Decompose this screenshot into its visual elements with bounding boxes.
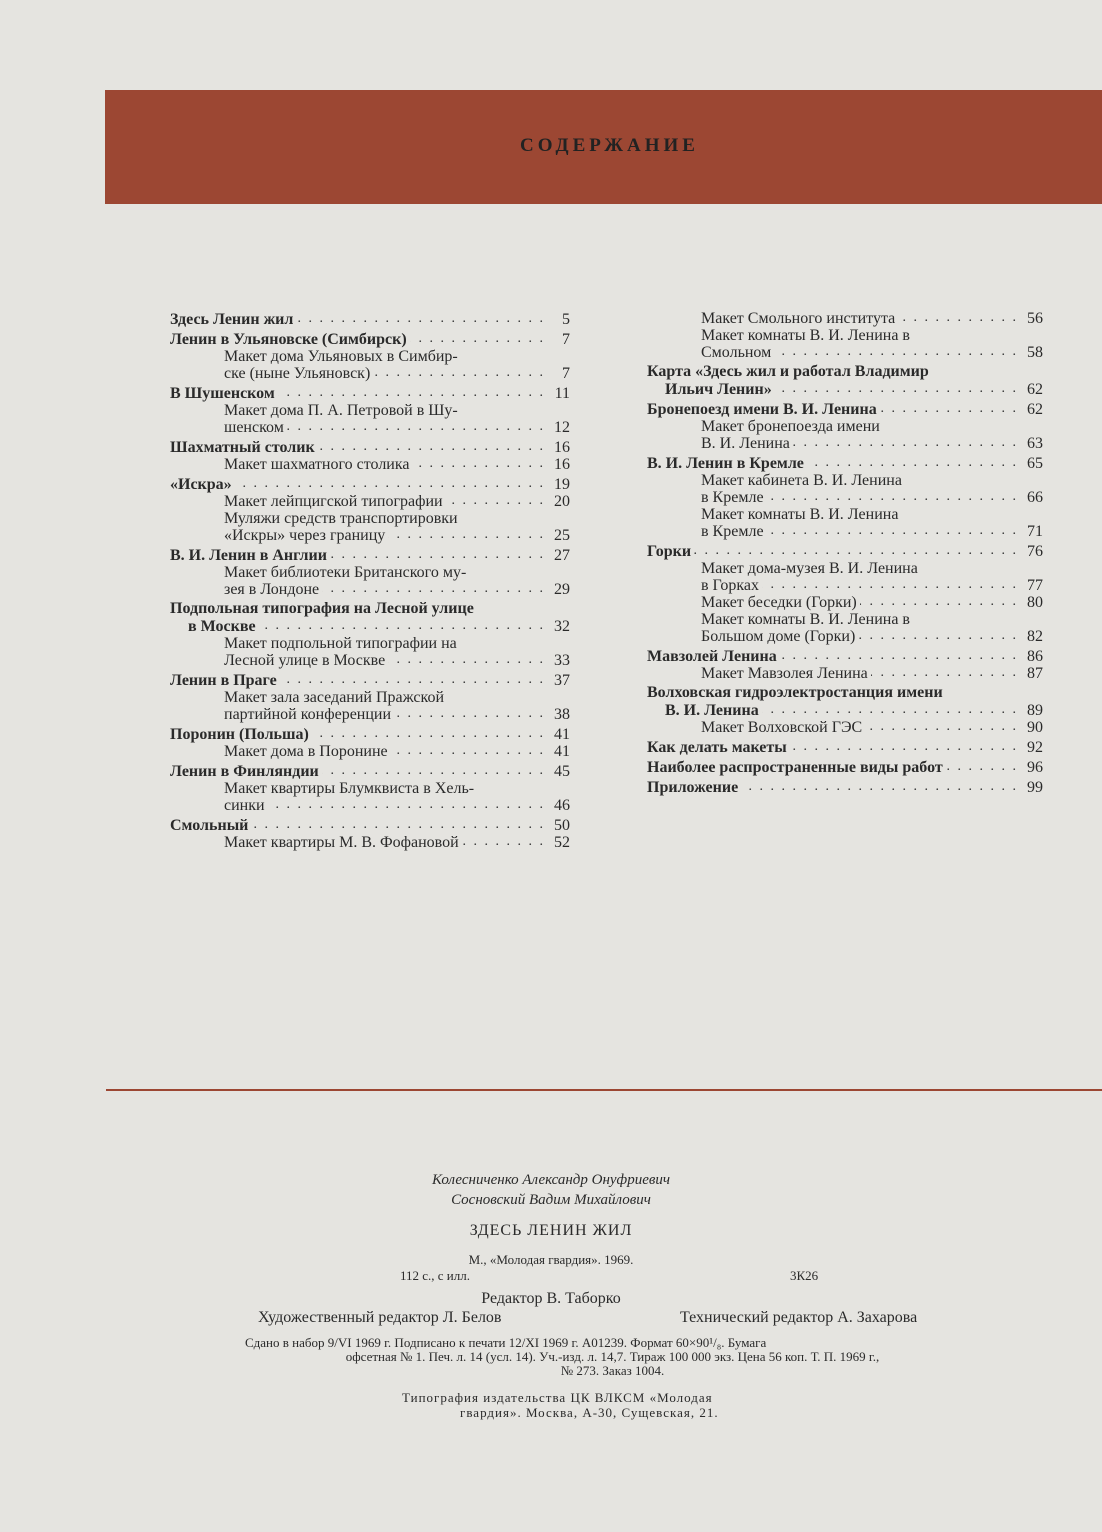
toc-page-number: 58 <box>1027 344 1043 361</box>
toc-page-number: 63 <box>1027 435 1043 452</box>
leader-dots <box>251 819 545 831</box>
toc-entry-title: Ленин в Финляндии <box>170 763 319 780</box>
toc-entry <box>170 547 570 564</box>
toc-page-number: 82 <box>1027 628 1043 645</box>
toc-entry-title: Макет библиотеки Британского му- <box>224 564 467 581</box>
publisher-line: М., «Молодая гвардия». 1969. <box>468 1252 634 1267</box>
leader-dots <box>762 704 1018 716</box>
toc-page-number: 66 <box>1027 489 1043 506</box>
toc-entry-title: Макет лейпцигской типографии <box>224 493 443 510</box>
toc-entry-title: Приложение <box>647 779 739 796</box>
author-1: Колесниченко Александр Онуфриевич <box>431 1172 671 1188</box>
leader-dots <box>793 437 1018 449</box>
leader-dots <box>880 403 1018 415</box>
leader-dots <box>780 650 1018 662</box>
leader-dots <box>330 549 545 561</box>
print-details-line-2: офсетная № 1. Печ. л. 14 (усл. 14). Уч.-изд. л. 14,7. Тираж 100 000 экз. Цена 56 коп. Т. П. 1969 г., <box>345 1349 880 1364</box>
toc-entry-title: Макет кабинета В. И. Ленина <box>701 472 902 489</box>
toc-entry <box>647 472 1043 506</box>
toc-entry-title-cont: в Кремле <box>701 523 764 540</box>
toc-page-number: 41 <box>554 726 570 743</box>
toc-page-number: 71 <box>1027 523 1043 540</box>
toc-entry-title: Наиболее распространенные виды работ <box>647 759 943 776</box>
leader-dots <box>388 529 545 541</box>
toc-entry <box>170 763 570 780</box>
leader-dots <box>268 799 545 811</box>
leader-dots <box>388 654 545 666</box>
toc-entry <box>647 665 1043 682</box>
toc-page-number: 56 <box>1027 310 1043 327</box>
toc-page-number: 11 <box>554 385 570 402</box>
toc-page-number: 80 <box>1027 594 1043 611</box>
toc-page-number: 62 <box>1027 401 1043 418</box>
toc-page-number: 38 <box>554 706 570 723</box>
leader-dots <box>807 457 1018 469</box>
toc-entry <box>647 648 1043 665</box>
toc-entry <box>647 719 1043 736</box>
leader-dots <box>767 491 1018 503</box>
toc-page-number: 77 <box>1027 577 1043 594</box>
toc-entry-title-cont: Смольном <box>701 344 772 361</box>
toc-entry-title: В. И. Ленин в Англии <box>170 547 327 564</box>
toc-entry <box>647 543 1043 560</box>
toc-entry <box>647 455 1043 472</box>
toc-entry-title: Макет дома-музея В. И. Ленина <box>701 560 918 577</box>
toc-entry <box>170 743 570 760</box>
toc-entry-title-cont: Ильич Ленин» <box>665 381 772 398</box>
leader-dots <box>280 674 545 686</box>
toc-entry-title-cont: в Горках <box>701 577 760 594</box>
toc-page-number: 89 <box>1027 702 1043 719</box>
toc-page-number: 19 <box>554 476 570 493</box>
toc-page-number: 32 <box>554 618 570 635</box>
toc-entry-title-cont: В. И. Ленина <box>701 435 790 452</box>
toc-entry-title: Макет квартиры М. В. Фофановой <box>224 834 459 851</box>
printer-line-1: Типография издательства ЦК ВЛКСМ «Молодая <box>402 1390 713 1405</box>
leader-dots <box>235 478 545 490</box>
editor-line: Редактор В. Таборко <box>481 1290 621 1307</box>
leader-dots <box>946 761 1018 773</box>
leader-dots <box>762 579 1018 591</box>
toc-entry-title: В Шушенском <box>170 385 275 402</box>
leader-dots <box>767 525 1018 537</box>
toc-entry <box>170 689 570 723</box>
toc-entry-title: Горки <box>647 543 692 560</box>
print-details-line-3: № 273. Заказ 1004. <box>560 1363 665 1378</box>
leader-dots <box>774 346 1018 358</box>
printer-line-2: гвардия». Москва, А-30, Сущевская, 21. <box>460 1405 719 1420</box>
toc-entry-title: Бронепоезд имени В. И. Ленина <box>647 401 877 418</box>
toc-entry-title: Муляжи средств транспортировки <box>224 510 458 527</box>
toc-entry-title: Ленин в Праге <box>170 672 277 689</box>
toc-entry <box>647 684 1043 719</box>
page-count: 112 с., с илл. <box>400 1268 470 1283</box>
toc-entry <box>170 600 570 635</box>
leader-dots <box>394 708 545 720</box>
toc-page-number: 7 <box>562 365 570 382</box>
leader-dots <box>413 458 546 470</box>
leader-dots <box>741 781 1018 793</box>
authors <box>0 1170 1102 1210</box>
toc-entry-title: Макет бронепоезда имени <box>701 418 880 435</box>
toc-entry-title-cont: в Москве <box>188 618 256 635</box>
author-2: Сосновский Вадим Михайлович <box>451 1192 651 1208</box>
toc-entry-title: Подпольная типография на Лесной улице <box>170 600 474 617</box>
leader-dots <box>322 583 545 595</box>
toc-entry <box>647 401 1043 418</box>
toc-entry <box>170 780 570 814</box>
toc-entry <box>170 439 570 456</box>
toc-entry-title: В. И. Ленин в Кремле <box>647 455 804 472</box>
toc-entry-title-cont: «Искры» через границу <box>224 527 386 544</box>
toc-entry-title: Макет подпольной типографии на <box>224 635 457 652</box>
toc-entry-title: «Искра» <box>170 476 232 493</box>
toc-entry-title: Смольный <box>170 817 249 834</box>
toc-page-number: 46 <box>554 797 570 814</box>
toc-page-number: 27 <box>554 547 570 564</box>
leader-dots <box>410 333 545 345</box>
leader-dots <box>278 387 545 399</box>
toc-entry-title-cont: Лесной улице в Москве <box>224 652 386 669</box>
leader-dots <box>296 313 545 325</box>
toc-entry <box>170 311 570 328</box>
leader-dots <box>287 421 545 433</box>
toc-page-number: 62 <box>1027 381 1043 398</box>
toc-entry-title-cont: ске (ныне Ульяновск) <box>224 365 371 382</box>
toc-entry-title: Макет комнаты В. И. Ленина в <box>701 327 910 344</box>
toc-entry <box>647 418 1043 452</box>
toc-entry <box>647 611 1043 645</box>
leader-dots <box>259 620 545 632</box>
toc-entry-title: Поронин (Польша) <box>170 726 309 743</box>
toc-entry <box>647 327 1043 361</box>
toc-entry <box>647 779 1043 796</box>
toc-page-number: 16 <box>554 456 570 473</box>
leader-dots <box>694 545 1018 557</box>
header-banner <box>105 90 1102 204</box>
book-title: ЗДЕСЬ ЛЕНИН ЖИЛ <box>469 1222 633 1239</box>
toc-entry-title: Макет дома в Поронине <box>224 743 388 760</box>
leader-dots <box>871 667 1018 679</box>
toc-entry-title: Макет Смольного института <box>701 310 896 327</box>
toc-page-number: 37 <box>554 672 570 689</box>
toc-entry-title: Макет Волховской ГЭС <box>701 719 863 736</box>
toc-page-number: 96 <box>1027 759 1043 776</box>
toc-page-number: 16 <box>554 439 570 456</box>
toc-entry <box>170 834 570 851</box>
toc-page-number: 12 <box>554 419 570 436</box>
toc-entry <box>647 739 1043 756</box>
art-editor-line: Художественный редактор Л. Белов <box>258 1309 502 1326</box>
toc-page-number: 33 <box>554 652 570 669</box>
toc-entry <box>170 402 570 436</box>
toc-entry <box>647 310 1043 327</box>
page-title: СОДЕРЖАНИЕ <box>520 135 699 156</box>
toc-entry <box>170 348 570 382</box>
toc-left-column <box>170 310 570 851</box>
toc-entry-title-cont: Большом доме (Горки) <box>701 628 856 645</box>
classification-code: 3К26 <box>790 1268 819 1283</box>
toc-page-number: 65 <box>1027 455 1043 472</box>
toc-entry <box>647 506 1043 540</box>
leader-dots <box>373 367 545 379</box>
toc-page-number: 99 <box>1027 779 1043 796</box>
toc-page-number: 90 <box>1027 719 1043 736</box>
toc-entry-title: Карта «Здесь жил и работал Владимир <box>647 363 929 380</box>
leader-dots <box>446 495 545 507</box>
leader-dots <box>775 383 1018 395</box>
printer-info <box>402 1390 719 1420</box>
toc-entry-title-cont: зея в Лондоне <box>224 581 320 598</box>
toc-entry-title: Макет квартиры Блумквиста в Хель- <box>224 780 475 797</box>
toc-page-number: 45 <box>554 763 570 780</box>
toc-page-number: 7 <box>562 331 570 348</box>
toc-entry-title-cont: В. И. Ленина <box>665 702 759 719</box>
leader-dots <box>322 765 545 777</box>
toc-entry <box>170 817 570 834</box>
leader-dots <box>312 728 545 740</box>
toc-entry <box>647 594 1043 611</box>
leader-dots <box>318 441 545 453</box>
toc-entry <box>647 560 1043 594</box>
leader-dots <box>858 630 1018 642</box>
toc-right-column <box>647 310 1043 796</box>
toc-entry-title: Макет Мавзолея Ленина <box>701 665 868 682</box>
toc-entry <box>170 564 570 598</box>
leader-dots <box>860 596 1018 608</box>
toc-entry <box>170 493 570 510</box>
toc-entry-title-cont: в Кремле <box>701 489 764 506</box>
toc-entry-title: Макет дома Ульяновых в Симбир- <box>224 348 458 365</box>
toc-entry-title: Волховская гидроэлектростанция имени <box>647 684 943 701</box>
leader-dots <box>898 312 1018 324</box>
toc-entry-title: Как делать макеты <box>647 739 787 756</box>
toc-entry-title: Ленин в Ульяновске (Симбирск) <box>170 331 407 348</box>
leader-dots <box>865 721 1018 733</box>
print-details <box>245 1336 980 1378</box>
toc-page-number: 20 <box>554 493 570 510</box>
toc-entry <box>647 363 1043 398</box>
toc-entry-title-cont: партийной конференции <box>224 706 392 723</box>
divider-rule <box>106 1089 1102 1091</box>
tech-editor-line: Технический редактор А. Захарова <box>680 1309 918 1326</box>
toc-page-number: 92 <box>1027 739 1043 756</box>
toc-page-number: 52 <box>554 834 570 851</box>
toc-page-number: 86 <box>1027 648 1043 665</box>
toc-page-number: 29 <box>554 581 570 598</box>
toc-entry <box>170 476 570 493</box>
toc-entry <box>170 331 570 348</box>
toc-entry-title: Макет шахматного столика <box>224 456 410 473</box>
toc-entry-title-cont: шенском <box>224 419 284 436</box>
toc-entry-title-cont: синки <box>224 797 265 814</box>
print-details-line-1: Сдано в набор 9/VI 1969 г. Подписано к печати 12/XI 1969 г. А01239. Формат 60×90¹/₈. Бумага <box>245 1335 767 1350</box>
toc-page-number: 25 <box>554 527 570 544</box>
toc-entry-title: Макет беседки (Горки) <box>701 594 857 611</box>
leader-dots <box>462 836 545 848</box>
toc-entry <box>170 510 570 544</box>
toc-page-number: 87 <box>1027 665 1043 682</box>
toc-entry-title: Мавзолей Ленина <box>647 648 777 665</box>
toc-entry <box>170 672 570 689</box>
toc-entry <box>170 456 570 473</box>
toc-entry-title: Шахматный столик <box>170 439 315 456</box>
toc-page-number: 5 <box>562 311 570 328</box>
toc-page-number: 41 <box>554 743 570 760</box>
toc-page-number: 50 <box>554 817 570 834</box>
toc-entry <box>170 635 570 669</box>
toc-entry-title: Макет комнаты В. И. Ленина <box>701 506 899 523</box>
toc-entry-title: Макет зала заседаний Пражской <box>224 689 445 706</box>
toc-entry-title: Макет комнаты В. И. Ленина в <box>701 611 910 628</box>
leader-dots <box>391 745 545 757</box>
toc-entry <box>170 726 570 743</box>
toc-entry <box>647 759 1043 776</box>
leader-dots <box>790 741 1018 753</box>
toc-entry <box>170 385 570 402</box>
toc-entry-title: Здесь Ленин жил <box>170 311 294 328</box>
toc-entry-title: Макет дома П. А. Петровой в Шу- <box>224 402 458 419</box>
toc-page-number: 76 <box>1027 543 1043 560</box>
